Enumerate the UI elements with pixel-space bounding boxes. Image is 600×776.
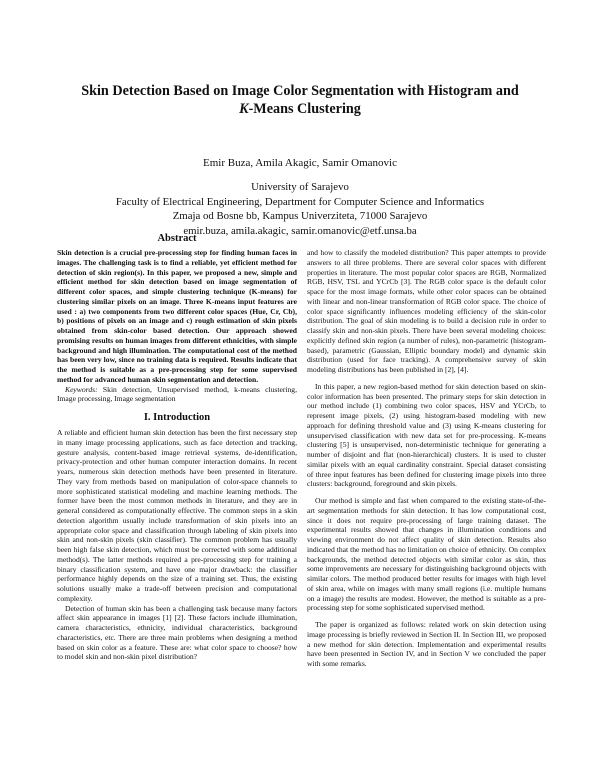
paper-title [60,82,540,118]
title-line-2 [60,100,540,118]
title-line-1: Skin Detection Based on Image Color Segmentation with Histogram and [81,83,519,99]
abstract-text: Skin detection is a crucial pre-processing step for finding human faces in images. The challenging task is to find a reliable, yet efficient method for detection of skin region(s). In this paper, we proposed a new, simple and efficient method for skin detection based on image segmentation of different color spaces, and simple clustering technique (K-means) for clustering similar pixels on an image. Three K-means input features are used : a) two components from two different color spaces (Hue, Cr, Cb), b) positions of pixels on an image and c) rough estimation of skin pixels obtained from skin-color based detection. Our approach showed promising results on human images from different ethnicities, with simple background and high illumination. The computational cost of the method has been very low, since no training data is required. Results indicate that the method is suitable as a pre-processing step for some supervised method for advanced human skin segmentation and detection. [57,248,297,384]
affiliation-faculty: Faculty of Electrical Engineering, Department for Computer Science and Informatics [115,195,485,208]
left-column [57,232,297,662]
intro-paragraph-6: The paper is organized as follows: related work on skin detection using image processing is briefly reviewed in Section II. In Section III, we proposed a new method for skin detection. Implementation and experimental results have been presented in Section IV, and in Section V we concluded the paper with some remarks. [307,620,546,668]
keywords-label: Keywords: [65,384,98,394]
intro-paragraph-5: Our method is simple and fast when compared to the existing state-of-the-art segmentation methods for skin detection. It has low computational cost, since it does not require pre-processing of large training dataset. The experimental results showed that changes in illumination conditions and viewing environment do not affect quality of skin detection. Results also indicated that the method has no limitation on choice of ethnicity. On complex backgrounds, the method detected objects with similar color as skin, thus some improvements are necessary for distinguishing background objects with similar colors. The method produced better results for images with high level of skin area, while on images with many small regions (i.e. multiple humans on a image) the results are modest. However, the method is suitable as a pre-processing step for some sophisticated supervised method. [307,496,546,613]
affiliation-block [40,180,560,238]
keywords [57,385,297,405]
keywords-text: Skin detection, Unsupervised method, k-means clustering, Image processing, Image segmentation [57,384,298,404]
section-heading-introduction: I. Introduction [143,412,211,423]
title-means: -Means Clustering [248,101,361,117]
intro-paragraph-1: A reliable and efficient human skin detection has been the first necessary step in many image processing applications, such as face detection and tracking, gesture analysis, content-based image retrieval systems, de-identification, privacy-protection and other human computer interaction domains. In recent years, numerous skin detection methods have been presented in literature. They vary from methods based on manipulation of color-space channels to more sophisticated statistical modeling and machine learning methods. The former have been the most common methods in literature, and they are in general considered as computationally effective. The common steps in a skin detection algorithm usually include transformation of skin pixels into an appropriate color space and classification through labeling of skin pixels into skin and non-skin pixels (skin classifier). The common problem has usually been high false skin detection, which must be corrected with some additional method(s). The latter methods required a pre-processing step for training a binary classification system, and have one major drawback: the classifier performance highly depends on the size of a training set. Thus, the existing solutions usually make a trade-off between precision and computational complexity. [57,428,297,603]
intro-paragraph-3: and how to classify the modeled distribution? This paper attempts to provide answers to all three problems. There are several color spaces with different properties in literature. The most popular color spaces are RGB, Normalized RGB, HSV, TSL and YCrCb [3]. The RGB color space is the default color space for the most image formats, while other color spaces can be obtained with linear and non-linear transformation of RGB color space. The choice of color space significantly influences modeling efficiency of the skin-color distribution. The goal of skin modeling is to build a decision rule in order to classify skin and non-skin pixels. There have been several modeling choices: explicitly defined skin region (a number of rules), non-parametric (histogram-based), parametric (Gaussian, Elliptic boundary model) and dynamic skin distribution (used for face tracking). A comprehensive survey of skin modeling distributions has been published in [2], [4]. [307,248,546,374]
affiliation-emails: emir.buza, amila.akagic, samir.omanovic@etf.unsa.ba [183,224,417,237]
title-k: K [239,101,249,117]
intro-paragraph-4: In this paper, a new region-based method for skin detection based on skin-color information has been presented. The primary steps for skin detection in our method include (1) combining two color spaces, HSV and YCrCb, to represent image pixels, (2) using histogram-based modeling with new approach for defining threshold value and (3) using K-means clustering for unsupervised classification with new data set for pre-processing. K-means clustering [5] is unsupervised, non-deterministic technique for generating a number of disjoint and flat (non-hierarchical) clusters. It is used to cluster similar pixels with an equal cardinality constraint. Special dataset consisting of three input features has been defined for clustering image pixels into three clusters: background, foreground and skin pixels. [307,381,546,489]
abstract-heading: Abstract [157,233,197,244]
right-column [307,248,546,669]
intro-paragraph-2: Detection of human skin has been a challenging task because many factors affect skin appearance in images [1] [2]. These factors include illumination, camera characteristics, ethnicity, individual characteristics, background characteristics, etc. There are three main problems when designing a method based on skin color as a feature. These are: what color space to choose? how to model skin and non-skin pixel distribution? [57,603,297,662]
author-list: Emir Buza, Amila Akagic, Samir Omanovic [203,157,397,169]
affiliation-address: Zmaja od Bosne bb, Kampus Univerziteta, 71000 Sarajevo [172,210,428,223]
affiliation-university: University of Sarajevo [251,181,349,193]
